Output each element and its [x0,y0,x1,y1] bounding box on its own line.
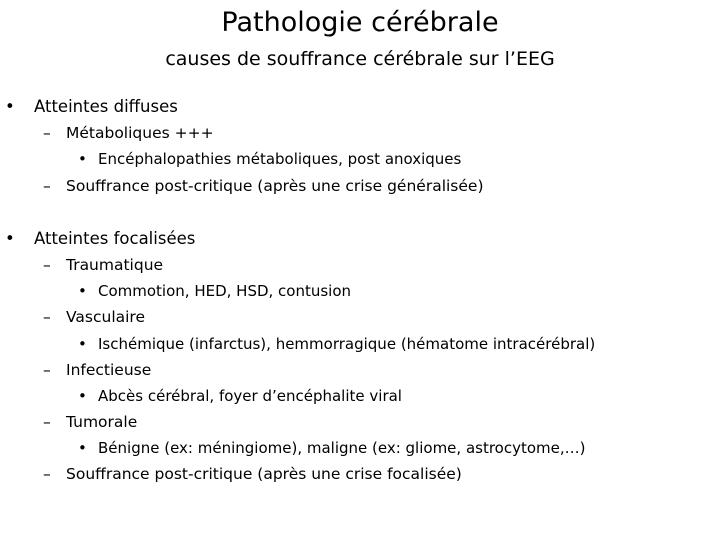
outline-item [0,304,720,330]
bullet-marker: • [78,282,87,301]
bullet-marker: • [78,334,87,353]
subitem-label: Ischémique (infarctus), hemmorragique (hématome intracérébral) [98,334,596,353]
outline-item [0,461,720,487]
outline [0,94,720,488]
bullet-marker: • [78,150,87,169]
section-label: Atteintes focalisées [34,228,196,248]
section-label: Atteintes diffuses [34,97,178,116]
outline-item [0,252,720,278]
outline-subitem [0,383,720,409]
outline-item [0,357,720,383]
subitem-label: Encéphalopathies métaboliques, post anoxiques [98,150,462,169]
dash-marker: – [43,465,51,484]
dash-marker: – [43,124,51,143]
item-label: Souffrance post-critique (après une crise généralisée) [66,176,484,195]
outline-item [0,409,720,435]
outline-subitem [0,146,720,172]
outline-item [0,173,720,199]
item-label: Traumatique [66,255,164,274]
item-label: Métaboliques +++ [66,124,214,143]
dash-marker: – [43,413,51,432]
outline-subitem [0,278,720,304]
bullet-marker: • [5,228,15,248]
section-spacer [0,199,720,226]
outline-section-diffuses [0,94,720,120]
dash-marker: – [43,176,51,195]
outline-item [0,120,720,146]
subitem-label: Commotion, HED, HSD, contusion [98,282,352,301]
bullet-marker: • [78,386,87,405]
subitem-label: Abcès cérébral, foyer d’encéphalite viral [98,386,402,405]
item-label: Infectieuse [66,360,152,379]
outline-section-focalisees [0,226,720,252]
item-label: Vasculaire [66,308,145,327]
slide-subtitle: causes de souffrance cérébrale sur l’EEG [165,48,555,70]
item-label: Souffrance post-critique (après une crise focalisée) [66,465,462,484]
slide-title: Pathologie cérébrale [221,7,499,38]
subitem-label: Bénigne (ex: méningiome), maligne (ex: gliome, astrocytome,…) [98,439,586,458]
outline-subitem [0,435,720,461]
dash-marker: – [43,255,51,274]
dash-marker: – [43,308,51,327]
bullet-marker: • [78,439,87,458]
bullet-marker: • [5,97,15,116]
item-label: Tumorale [66,413,138,432]
outline-subitem [0,331,720,357]
dash-marker: – [43,360,51,379]
